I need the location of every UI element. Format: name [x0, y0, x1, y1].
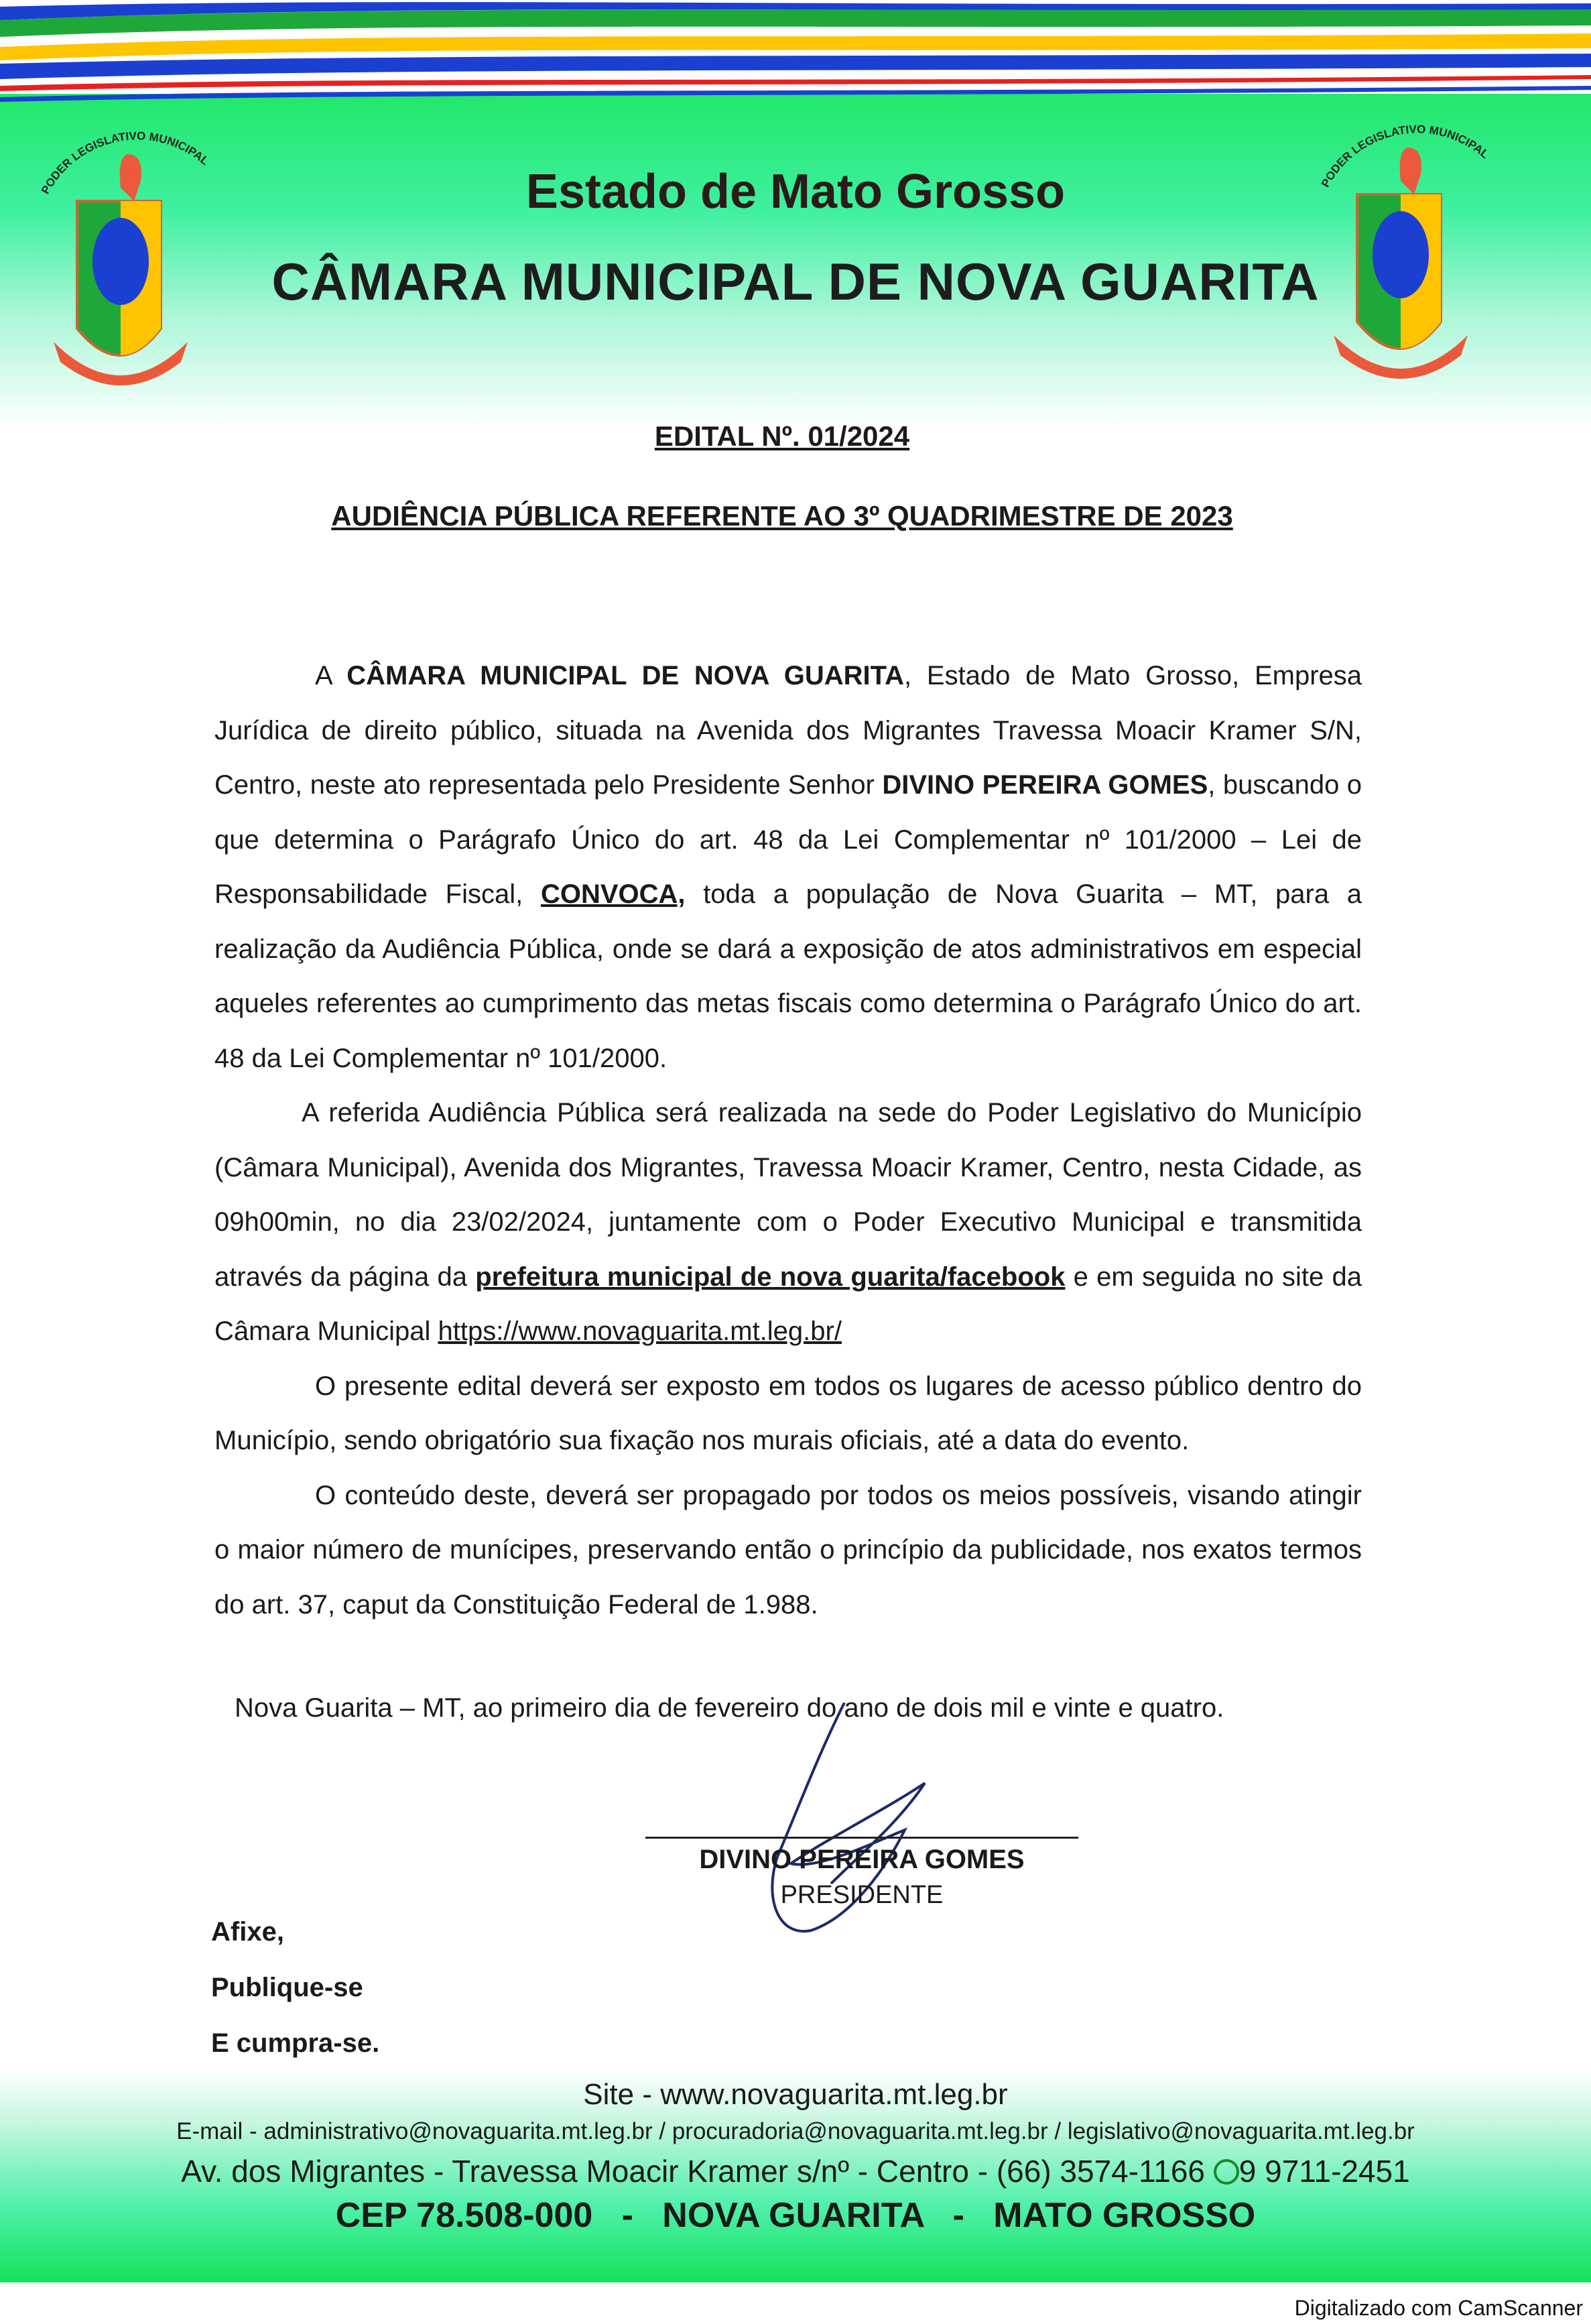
signature-line: [645, 1837, 1078, 1839]
institution-name: CÂMARA MUNICIPAL DE NOVA GUARITA: [346, 661, 905, 690]
text: e em seguida no site da Câmara Municipal: [214, 1262, 1362, 1346]
text: , buscando o que determina o Parágrafo Único do art. 48 da Lei Complementar nº 101/2000 – Lei de Responsabilidade Fiscal,: [214, 770, 1362, 909]
text: , Estado de Mato Grosso, Empresa Jurídica de direito público, situada na Avenida dos Migrantes Travessa Moacir Kramer S/N, Centro, neste ato representada pelo Presidente Senhor: [214, 661, 1362, 800]
camscanner-watermark: Digitalizado com CamScanner: [1294, 2296, 1583, 2320]
footer-email: E-mail - administrativo@novaguarita.mt.leg.br / procuradoria@novaguarita.mt.leg.br / legislativo@novaguarita.mt.leg.br: [176, 2118, 1415, 2144]
closing-line: Afixe,: [211, 1917, 284, 1947]
header-stripes: [0, 0, 1591, 114]
text: A referida Audiência Pública será realizada na sede do Poder Legislativo do Município (Câmara Municipal), Avenida dos Migrantes, Travessa Moacir Kramer, Centro, nesta Cidade, as 09h00min, no dia 23/02/2024, juntamente com o Poder Executivo Municipal e transmitida através da página da: [214, 1098, 1362, 1292]
signer-role: PRESIDENTE: [780, 1881, 944, 1909]
svg-text:PODER LEGISLATIVO MUNICIPAL: PODER LEGISLATIVO MUNICIPAL: [38, 129, 212, 196]
edital-number: EDITAL Nº. 01/2024: [654, 420, 910, 452]
document-body: [214, 649, 1362, 1632]
paragraph-2: [214, 1086, 1362, 1359]
svg-text:PODER LEGISLATIVO MUNICIPAL: PODER LEGISLATIVO MUNICIPAL: [1318, 123, 1492, 190]
footer-site: Site - www.novaguarita.mt.leg.br: [583, 2078, 1008, 2111]
website-link[interactable]: https://www.novaguarita.mt.leg.br/: [438, 1317, 842, 1346]
whatsapp-number: 9 9711-2451: [1238, 2154, 1410, 2189]
closing-line: E cumpra-se.: [211, 2028, 380, 2058]
edital-subject: AUDIÊNCIA PÚBLICA REFERENTE AO 3º QUADRIMESTRE DE 2023: [331, 500, 1233, 532]
text: toda a população de Nova Guarita – MT, para a realização da Audiência Pública, onde se dará a exposição de atos administrativos em especial aqueles referentes ao cumprimento das metas fiscais como determina o Parágrafo Único do art. 48 da Lei Complementar nº 101/2000.: [214, 879, 1362, 1073]
paragraph-1: [214, 649, 1362, 1086]
facebook-link[interactable]: prefeitura municipal de nova guarita/facebook: [475, 1262, 1066, 1292]
whatsapp-icon: [1214, 2159, 1239, 2185]
address-text: Av. dos Migrantes - Travessa Moacir Kramer s/nº - Centro - (66) 3574-1166: [181, 2154, 1205, 2189]
handwritten-signature: [737, 1703, 952, 1951]
signer-name: DIVINO PEREIRA GOMES: [699, 1845, 1025, 1874]
paragraph-3: O presente edital deverá ser exposto em todos os lugares de acesso público dentro do Município, sendo obrigatório sua fixação nos murais oficiais, até a data do evento.: [214, 1371, 1362, 1455]
header-institution: CÂMARA MUNICIPAL DE NOVA GUARITA: [271, 252, 1320, 311]
president-name: DIVINO PEREIRA GOMES: [882, 770, 1208, 800]
paragraph-4: O conteúdo deste, deverá ser propagado por todos os meios possíveis, visando atingir o maior número de munícipes, preservando então o princípio da publicidade, nos exatos termos do art. 37, caput da Constituição Federal de 1.988.: [214, 1480, 1362, 1619]
convoca-text: CONVOCA,: [540, 879, 686, 909]
date-line: Nova Guarita – MT, ao primeiro dia de fevereiro do ano de dois mil e vinte e quatro.: [235, 1693, 1224, 1723]
footer-address: [0, 2153, 1591, 2189]
closing-line: Publique-se: [211, 1973, 363, 2002]
text: A: [315, 661, 347, 690]
footer-cep: CEP 78.508-000 - NOVA GUARITA - MATO GROSSO: [335, 2196, 1256, 2235]
header-state: Estado de Mato Grosso: [525, 165, 1066, 219]
